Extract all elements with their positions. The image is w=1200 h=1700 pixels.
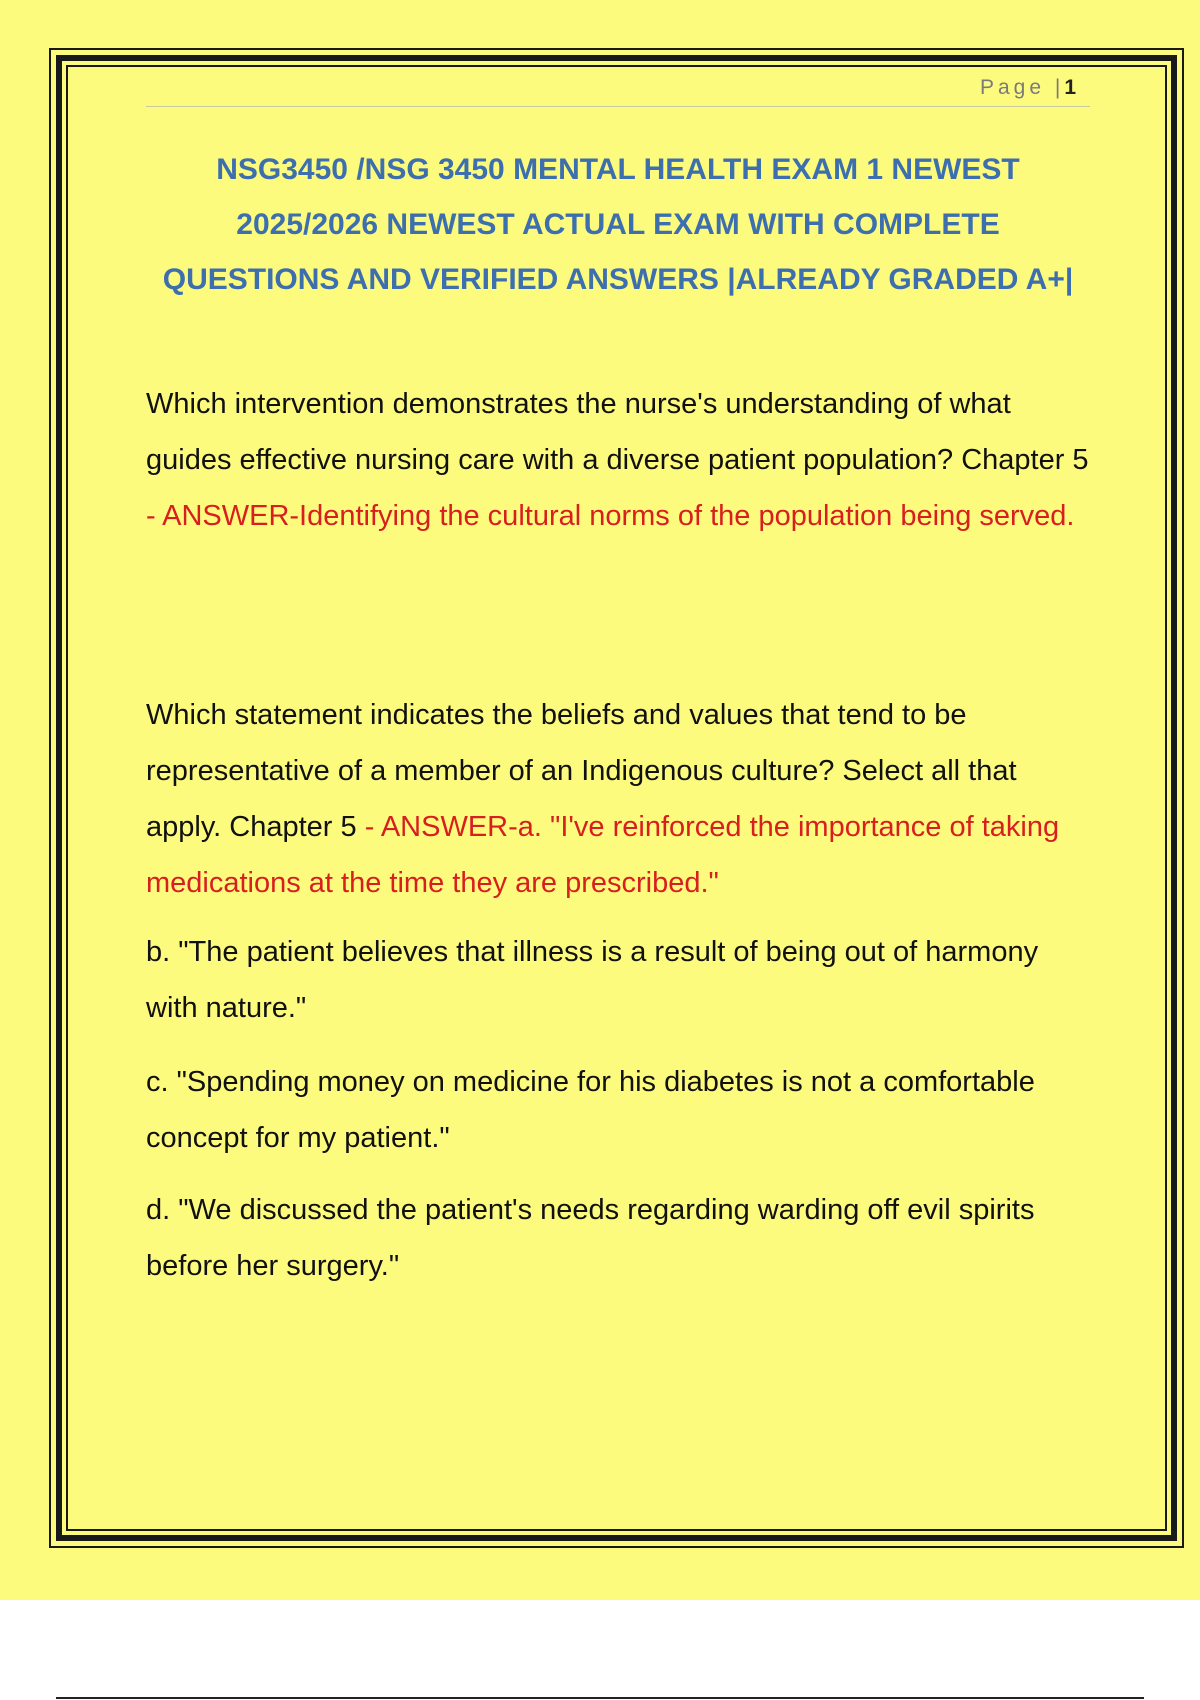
question-2-option-b: b. "The patient believes that illness is a result of being out of harmony with nature." [146, 936, 1039, 1024]
footer-divider [56, 1697, 1144, 1699]
page-number [980, 76, 1076, 100]
question-2-option-d: d. "We discussed the patient's needs regarding warding off evil spirits before her surgery." [146, 1194, 1035, 1282]
question-1 [146, 376, 1096, 544]
question-1-text: Which intervention demonstrates the nurse's understanding of what guides effective nursing care with a diverse patient population? Chapter 5 [146, 388, 1089, 476]
question-2 [146, 687, 1096, 911]
question-2-answer: - ANSWER-a. "I've reinforced the importance of taking medications at the time they are prescribed." [146, 811, 1060, 899]
question-1-answer: - ANSWER-Identifying the cultural norms of the population being served. [146, 500, 1075, 532]
page-number-value: 1 [1064, 76, 1077, 99]
header-divider [146, 106, 1090, 107]
document-title: NSG3450 /NSG 3450 MENTAL HEALTH EXAM 1 NEWEST 2025/2026 NEWEST ACTUAL EXAM WITH COMPLETE QUESTIONS AND VERIFIED ANSWERS |ALREADY GRADED A+| [162, 153, 1074, 296]
question-2-text: Which statement indicates the beliefs and values that tend to be representative of a member of an Indigenous culture? Select all that apply. Chapter 5 [146, 699, 1017, 843]
page-label: Page | [980, 76, 1065, 99]
question-2-option-c: c. "Spending money on medicine for his diabetes is not a comfortable concept for my patient." [146, 1066, 1035, 1154]
